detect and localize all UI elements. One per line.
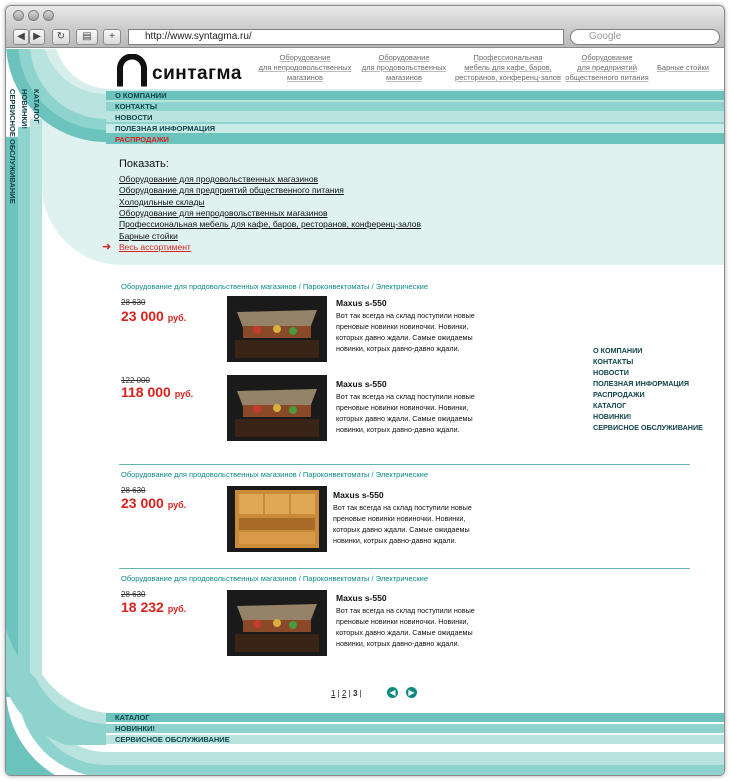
top-nav-line: мебель для кафе, баров, [464,63,552,72]
product-description: Вот так всегда на склад поступили новые преновые новинки новиночки. Новинки, которых давно ждали. Самые ожидаемы новинки, котрых давно-давно ждали. [336,606,475,648]
right-nav-catalog[interactable]: КАТАЛОГ [593,401,627,410]
filter-item-all[interactable]: Весь ассортимент [119,242,191,252]
price-value: 23 000 [121,308,164,324]
top-nav-line: магазинов [386,73,422,82]
filter-item-bars[interactable]: Барные стойки [119,231,178,241]
title-bar [6,6,725,26]
vertical-nav-new[interactable]: НОВИНКИ! [20,89,29,129]
top-nav-line: магазинов [287,73,323,82]
arrow-right-icon: ▶ [408,688,415,697]
top-nav-line: общественного питания [565,73,649,82]
currency: руб. [174,389,194,399]
search-placeholder: Google [589,31,622,42]
page-link-2[interactable]: 2 [341,689,347,698]
url-field[interactable] [128,29,564,45]
prev-page-button[interactable] [387,687,398,698]
top-nav-line: ресторанов, конференц-залов [455,73,561,82]
display-case-image [227,590,327,656]
currency: руб. [167,500,187,510]
breadcrumb[interactable]: Оборудование для продовольственных магазинов / Пароконвектоматы / Электрические [121,282,428,291]
price [121,308,186,324]
web-page [6,49,725,776]
filter-item-furniture[interactable]: Профессиональная мебель для кафе, баров, ресторанов, конференц-залов [119,219,422,229]
wooden-display-image [227,486,327,552]
arrow-right-icon: ➜ [102,241,112,253]
price [121,495,186,511]
price [121,599,186,615]
vertical-nav-service[interactable]: СЕРВИСНОЕ ОБСЛУЖИВАНИЕ [8,89,17,204]
top-nav-line: для продовольственных [361,63,447,72]
top-nav-line: для непродовольственных [258,63,352,72]
right-nav-contacts[interactable]: КОНТАКТЫ [593,357,634,366]
product-image[interactable] [227,375,327,441]
product-name[interactable]: Maxus s-550 [333,490,384,500]
nav-useful-info[interactable]: ПОЛЕЗНАЯ ИНФОРМАЦИЯ [115,124,216,133]
right-nav-useful-info[interactable]: ПОЛЕЗНАЯ ИНФОРМАЦИЯ [593,379,690,388]
top-nav-item-furniture[interactable] [452,53,564,83]
filter-item-catering[interactable]: Оборудование для предприятий общественного питания [119,185,344,195]
product-name[interactable]: Maxus s-550 [336,298,387,308]
price [121,384,193,400]
old-price: 28 630 [121,590,146,599]
divider [119,464,690,465]
top-nav-line: Оборудование [378,53,430,62]
nav-about[interactable]: О КОМПАНИИ [115,91,167,100]
search-field[interactable] [570,29,720,45]
top-nav-item-nonfood[interactable] [254,53,356,83]
top-nav-line: Оборудование [279,53,331,62]
filter-item-cold-storage[interactable]: Холодильные склады [119,197,205,207]
top-nav-line: Барные стойки [657,63,709,72]
price-value: 18 232 [121,599,164,615]
next-page-button[interactable] [406,687,417,698]
old-price: 28 630 [121,298,146,307]
display-case-image [227,375,327,441]
product-description: Вот так всегда на склад поступили новые преновые новинки новиночки. Новинки, которых давно ждали. Самые ожидаемы новинки, котрых давно-давно ждали. [333,503,472,545]
zoom-window-icon[interactable] [43,10,54,21]
filter-item-food-stores[interactable]: Оборудование для продовольственных магазинов [119,174,319,184]
divider [119,568,690,569]
right-nav-service[interactable]: СЕРВИСНОЕ ОБСЛУЖИВАНИЕ [593,423,703,432]
product-image[interactable] [227,590,327,656]
nav-sales[interactable]: РАСПРОДАЖИ [115,135,169,144]
nav-contacts[interactable]: КОНТАКТЫ [115,102,158,111]
browser-window [5,5,725,776]
top-nav-line: Оборудование [581,53,633,62]
display-case-image [227,296,327,362]
bottom-nav-service[interactable]: СЕРВИСНОЕ ОБСЛУЖИВАНИЕ [115,735,230,744]
top-nav-item-food[interactable] [358,53,450,83]
price-value: 23 000 [121,495,164,511]
product-description: Вот так всегда на склад поступили новые преновые новинки новиночки. Новинки, которых давно ждали. Самые ожидаемы новинки, котрых давно-давно ждали. [336,392,475,434]
top-nav-item-bars[interactable] [652,63,714,73]
price-value: 118 000 [121,384,171,400]
minimize-window-icon[interactable] [28,10,39,21]
right-nav-about[interactable]: О КОМПАНИИ [593,346,643,355]
currency: руб. [167,313,187,323]
top-nav-line: для предприятий [577,63,637,72]
arrow-left-icon: ◀ [389,688,396,697]
browser-toolbar [6,26,725,48]
add-bookmark-button[interactable]: + [103,29,121,45]
old-price: 122 000 [121,376,150,385]
bottom-nav-new[interactable]: НОВИНКИ! [115,724,155,733]
product-name[interactable]: Maxus s-550 [336,379,387,389]
old-price: 28 630 [121,486,146,495]
right-nav-news[interactable]: НОВОСТИ [593,368,629,377]
bookmark-icon: ▤ [82,31,92,42]
currency: руб. [167,604,187,614]
close-window-icon[interactable] [13,10,24,21]
page-link-1[interactable]: 1 [331,689,336,698]
back-button[interactable]: ◀ [13,29,29,45]
logo-text[interactable]: синтагма [152,63,242,84]
breadcrumb[interactable]: Оборудование для продовольственных магазинов / Пароконвектоматы / Электрические [121,574,428,583]
product-description: Вот так всегда на склад поступили новые преновые новинки новиночки. Новинки, которых давно ждали. Самые ожидаемы новинки, котрых давно-давно ждали. [336,311,475,353]
right-nav-sales[interactable]: РАСПРОДАЖИ [593,390,645,399]
logo-icon[interactable] [116,54,152,89]
url-text: http://www.syntagma.ru/ [145,31,252,42]
top-nav-line: Профессиональная [473,53,543,62]
page-current: 3 [352,689,358,698]
vertical-nav-catalog[interactable]: КАТАЛОГ [32,89,41,124]
product-image[interactable] [227,296,327,362]
forward-button[interactable]: ▶ [29,29,45,45]
pagination: 1 | 2 | 3 | [331,689,362,698]
bottom-nav-catalog[interactable]: КАТАЛОГ [115,713,150,722]
nav-news[interactable]: НОВОСТИ [115,113,153,122]
filter-title: Показать: [119,158,169,170]
top-nav-item-catering[interactable] [564,53,650,83]
filter-item-nonfood[interactable]: Оборудование для непродовольственных магазинов [119,208,328,218]
reload-button[interactable]: ↻ [52,29,70,45]
bookmarks-button[interactable] [76,29,98,45]
product-image[interactable] [227,486,327,552]
product-name[interactable]: Maxus s-550 [336,593,387,603]
right-nav-new[interactable]: НОВИНКИ! [593,412,632,421]
breadcrumb[interactable]: Оборудование для продовольственных магазинов / Пароконвектоматы / Электрические [121,470,428,479]
